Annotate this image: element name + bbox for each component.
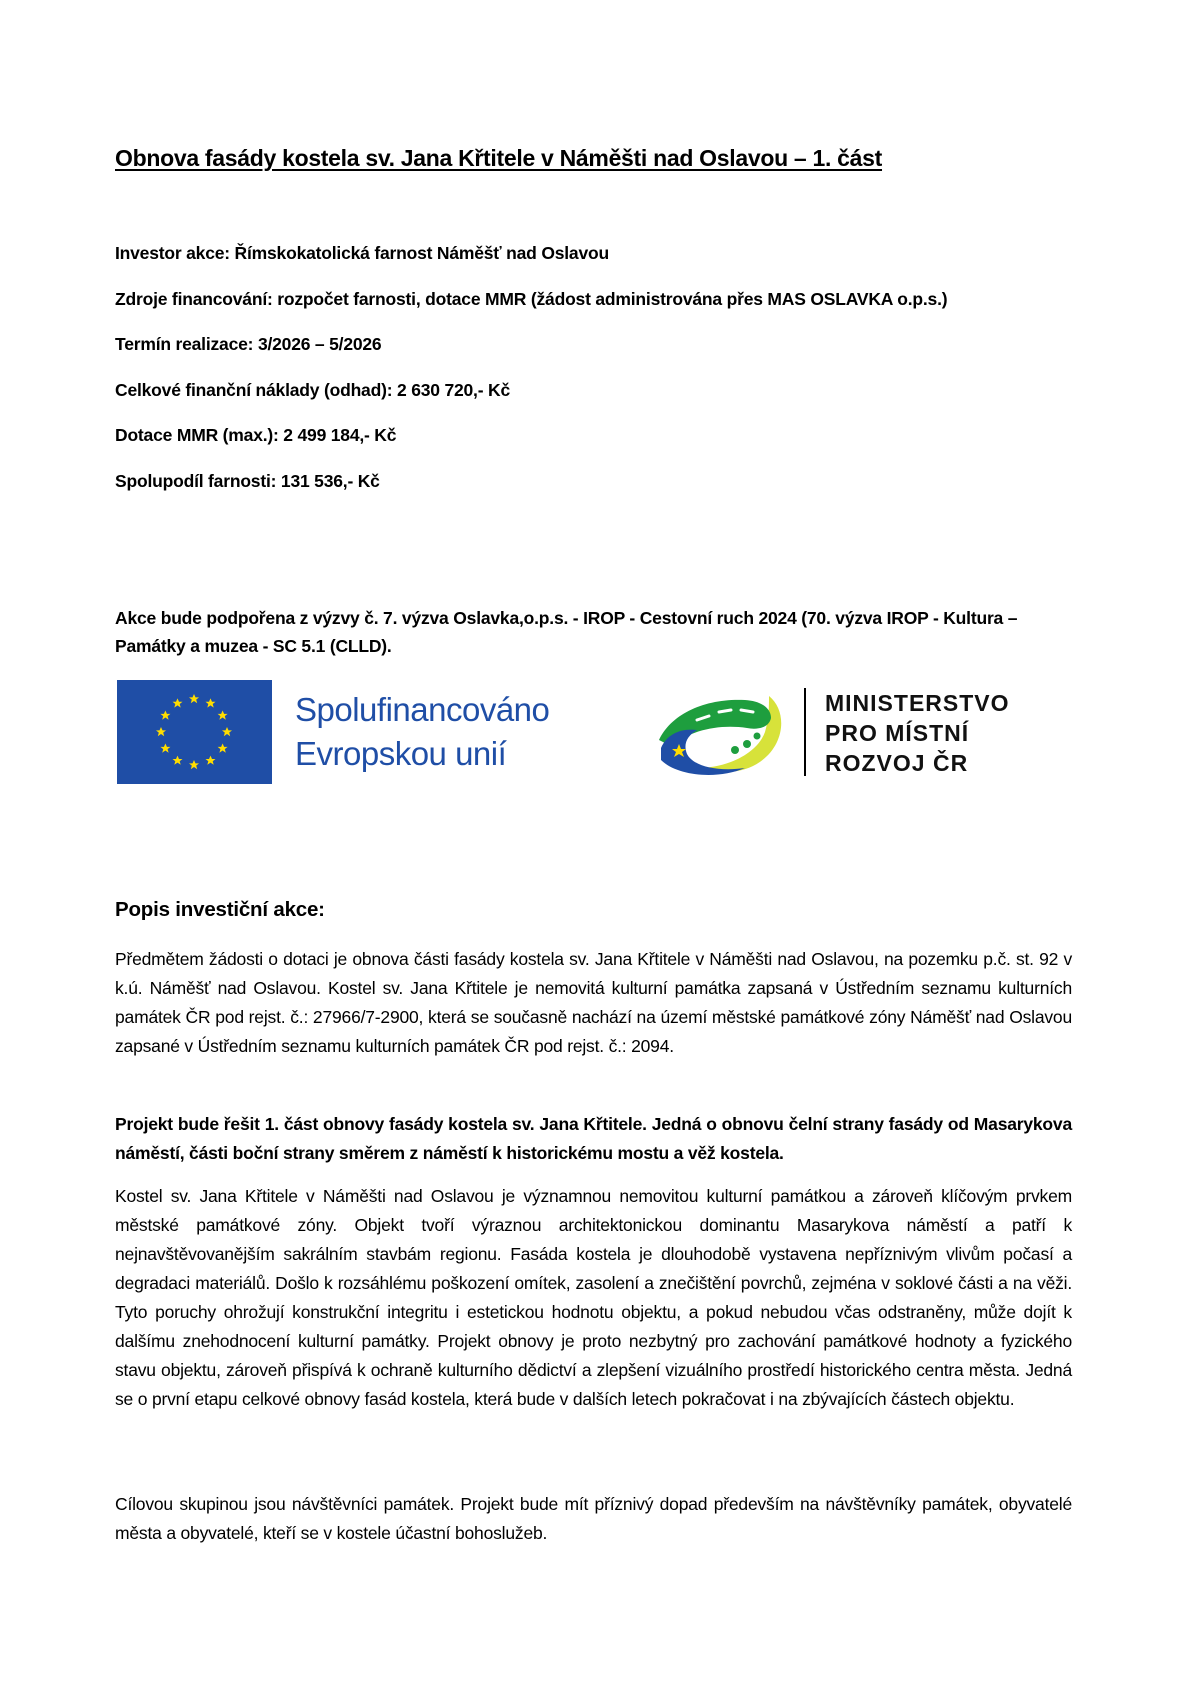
meta-investor: Investor akce: Římskokatolická farnost Náměšť nad Oslavou (115, 243, 609, 263)
mmr-label-line1: MINISTERSTVO (825, 690, 1010, 716)
eu-label-line2: Evropskou unií (295, 735, 507, 772)
mmr-label-line2: PRO MÍSTNÍ (825, 720, 970, 746)
project-meta (115, 243, 947, 516)
eu-cofinanced-label (295, 688, 549, 776)
document-title: Obnova fasády kostela sv. Jana Křtitele v Náměšti nad Oslavou – 1. část (115, 145, 883, 171)
meta-subsidy: Dotace MMR (max.): 2 499 184,- Kč (115, 425, 397, 445)
logo-divider (804, 688, 806, 776)
section-heading: Popis investiční akce: (115, 898, 325, 921)
mmr-logo-icon (657, 688, 787, 778)
meta-funding-sources: Zdroje financování: rozpočet farnosti, dotace MMR (žádost administrována přes MAS OSLAVKA o.p.s.) (115, 288, 948, 309)
logos-row (117, 680, 1017, 786)
meta-schedule: Termín realizace: 3/2026 – 5/2026 (115, 334, 382, 354)
eu-flag-icon (117, 680, 272, 784)
paragraph-subject: Předmětem žádosti o dotaci je obnova části fasády kostela sv. Jana Křtitele v Náměšti nad Oslavou, na pozemku p.č. st. 92 v k.ú. Náměšť nad Oslavou. Kostel sv. Jana Křtitele je nemovitá kulturní památka zapsaná v Ústředním seznamu kulturních památek ČR pod rejst. č.: 27966/7-2900, která se současně nachází na území městské památkové zóny Náměšť nad Oslavou zapsané v Ústředním seznamu kulturních památek ČR pod rejst. č.: 2094. (115, 949, 1072, 1056)
funding-call-text: Akce bude podpořena z výzvy č. 7. výzva Oslavka,o.p.s. - IROP - Cestovní ruch 2024 (70. výzva IROP - Kultura – Památky a muzea - SC 5.1 (CLLD). (115, 608, 1018, 656)
paragraph-scope: Projekt bude řešit 1. část obnovy fasády kostela sv. Jana Křtitele. Jedná o obnovu čelní strany fasády od Masarykova náměstí, části boční strany směrem z náměstí k historickému mostu a věž kostela. (115, 1114, 1072, 1163)
mmr-label-line3: ROZVOJ ČR (825, 750, 969, 776)
meta-total-cost: Celkové finanční náklady (odhad): 2 630 720,- Kč (115, 379, 510, 400)
eu-label-line1: Spolufinancováno (295, 691, 550, 728)
paragraph-target-group: Cílovou skupinou jsou návštěvníci památek. Projekt bude mít příznivý dopad především na návštěvníky památek, obyvatelé města a obyvatelé, kteří se v kostele účastní bohoslužeb. (115, 1494, 1072, 1543)
meta-cofinancing: Spolupodíl farnosti: 131 536,- Kč (115, 470, 380, 491)
paragraph-justification: Kostel sv. Jana Křtitele v Náměšti nad Oslavou je významnou nemovitou kulturní památkou a zároveň klíčovým prvkem městské památkové zóny. Objekt tvoří výraznou architektonickou dominantu Masarykova náměstí a patří k nejnavštěvovanějším sakrálním stavbám regionu. Fasáda kostela je dlouhodobě vystavena nepříznivým vlivům počasí a degradaci materiálů. Došlo k rozsáhlému poškození omítek, zasolení a znečištění povrchů, zejména v soklové části a na věži. Tyto poruchy ohrožují konstrukční integritu i estetickou hodnotu objektu, a pokud nebudou včas odstraněny, může dojít k dalšímu znehodnocení kulturní památky. Projekt obnovy je proto nezbytný pro zachování památkové hodnoty a fyzického stavu objektu, zároveň přispívá k ochraně kulturního dědictví a zlepšení vizuálního prostředí historického centra města. Jedná se o první etapu celkové obnovy fasád kostela, která bude v dalších letech pokračovat i na zbývajících částech objektu. (115, 1186, 1072, 1409)
mmr-label (825, 688, 1010, 778)
